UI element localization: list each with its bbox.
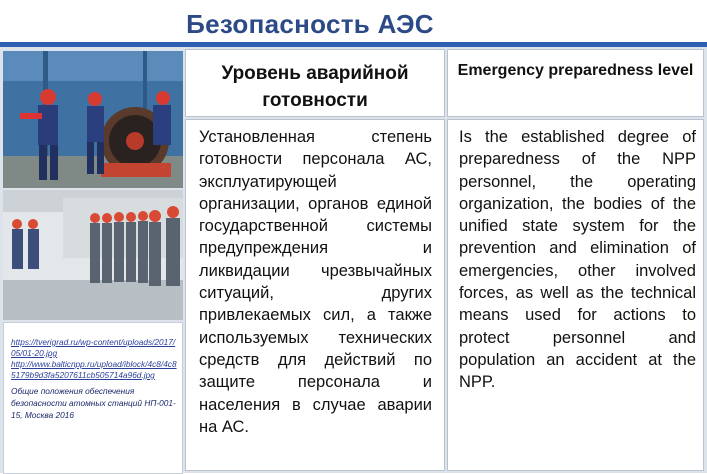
photo-workers-hose-reel-graphic <box>3 51 183 188</box>
definition-cell-en <box>447 119 704 471</box>
source-link-1[interactable]: https://tverigrad.ru/wp-content/uploads/2017/05/01-20.jpg <box>11 337 176 358</box>
header-cell-en <box>447 49 704 117</box>
definition-en: Is the established degree of preparedness of the NPP personnel, the operating organization, the bodies of the unified state system for the prevention and elimination of emergencies, other involved forces, as well as the technical means used for actions to protect personnel and population an accident at the NPP. <box>459 128 696 392</box>
photo-workers-lineup-graphic <box>3 190 183 320</box>
photo-workers-lineup <box>3 190 183 320</box>
slide-title: Безопасность АЭС <box>186 9 434 39</box>
source-link-2[interactable]: http://www.balticnpp.ru/upload/iblock/4c8/4c85179b9d3fa5207611cb505714a96d.jpg <box>11 359 177 380</box>
header-cell-ru <box>185 49 445 117</box>
header-en: Emergency preparedness level <box>457 62 694 79</box>
photo-workers-hose-reel <box>3 51 183 188</box>
header-ru: Уровень аварийной готовности <box>221 63 409 111</box>
sources-box <box>3 322 183 474</box>
source-links <box>11 337 179 381</box>
definition-cell-ru <box>185 119 445 471</box>
reference-text: Общие положения обеспечения безопасности атомных станций НП-001-15, Москва 2016 <box>11 386 176 420</box>
definition-ru: Установленная степень готовности персонала АС, эксплуатирующей организации, органов единой государственной системы предупреждения и ликвидации чрезвычайных ситуаций, других привлекаемых сил, а также используемых технических средств для действий по защите персонала и населения в случае аварии на АС. <box>199 128 432 436</box>
